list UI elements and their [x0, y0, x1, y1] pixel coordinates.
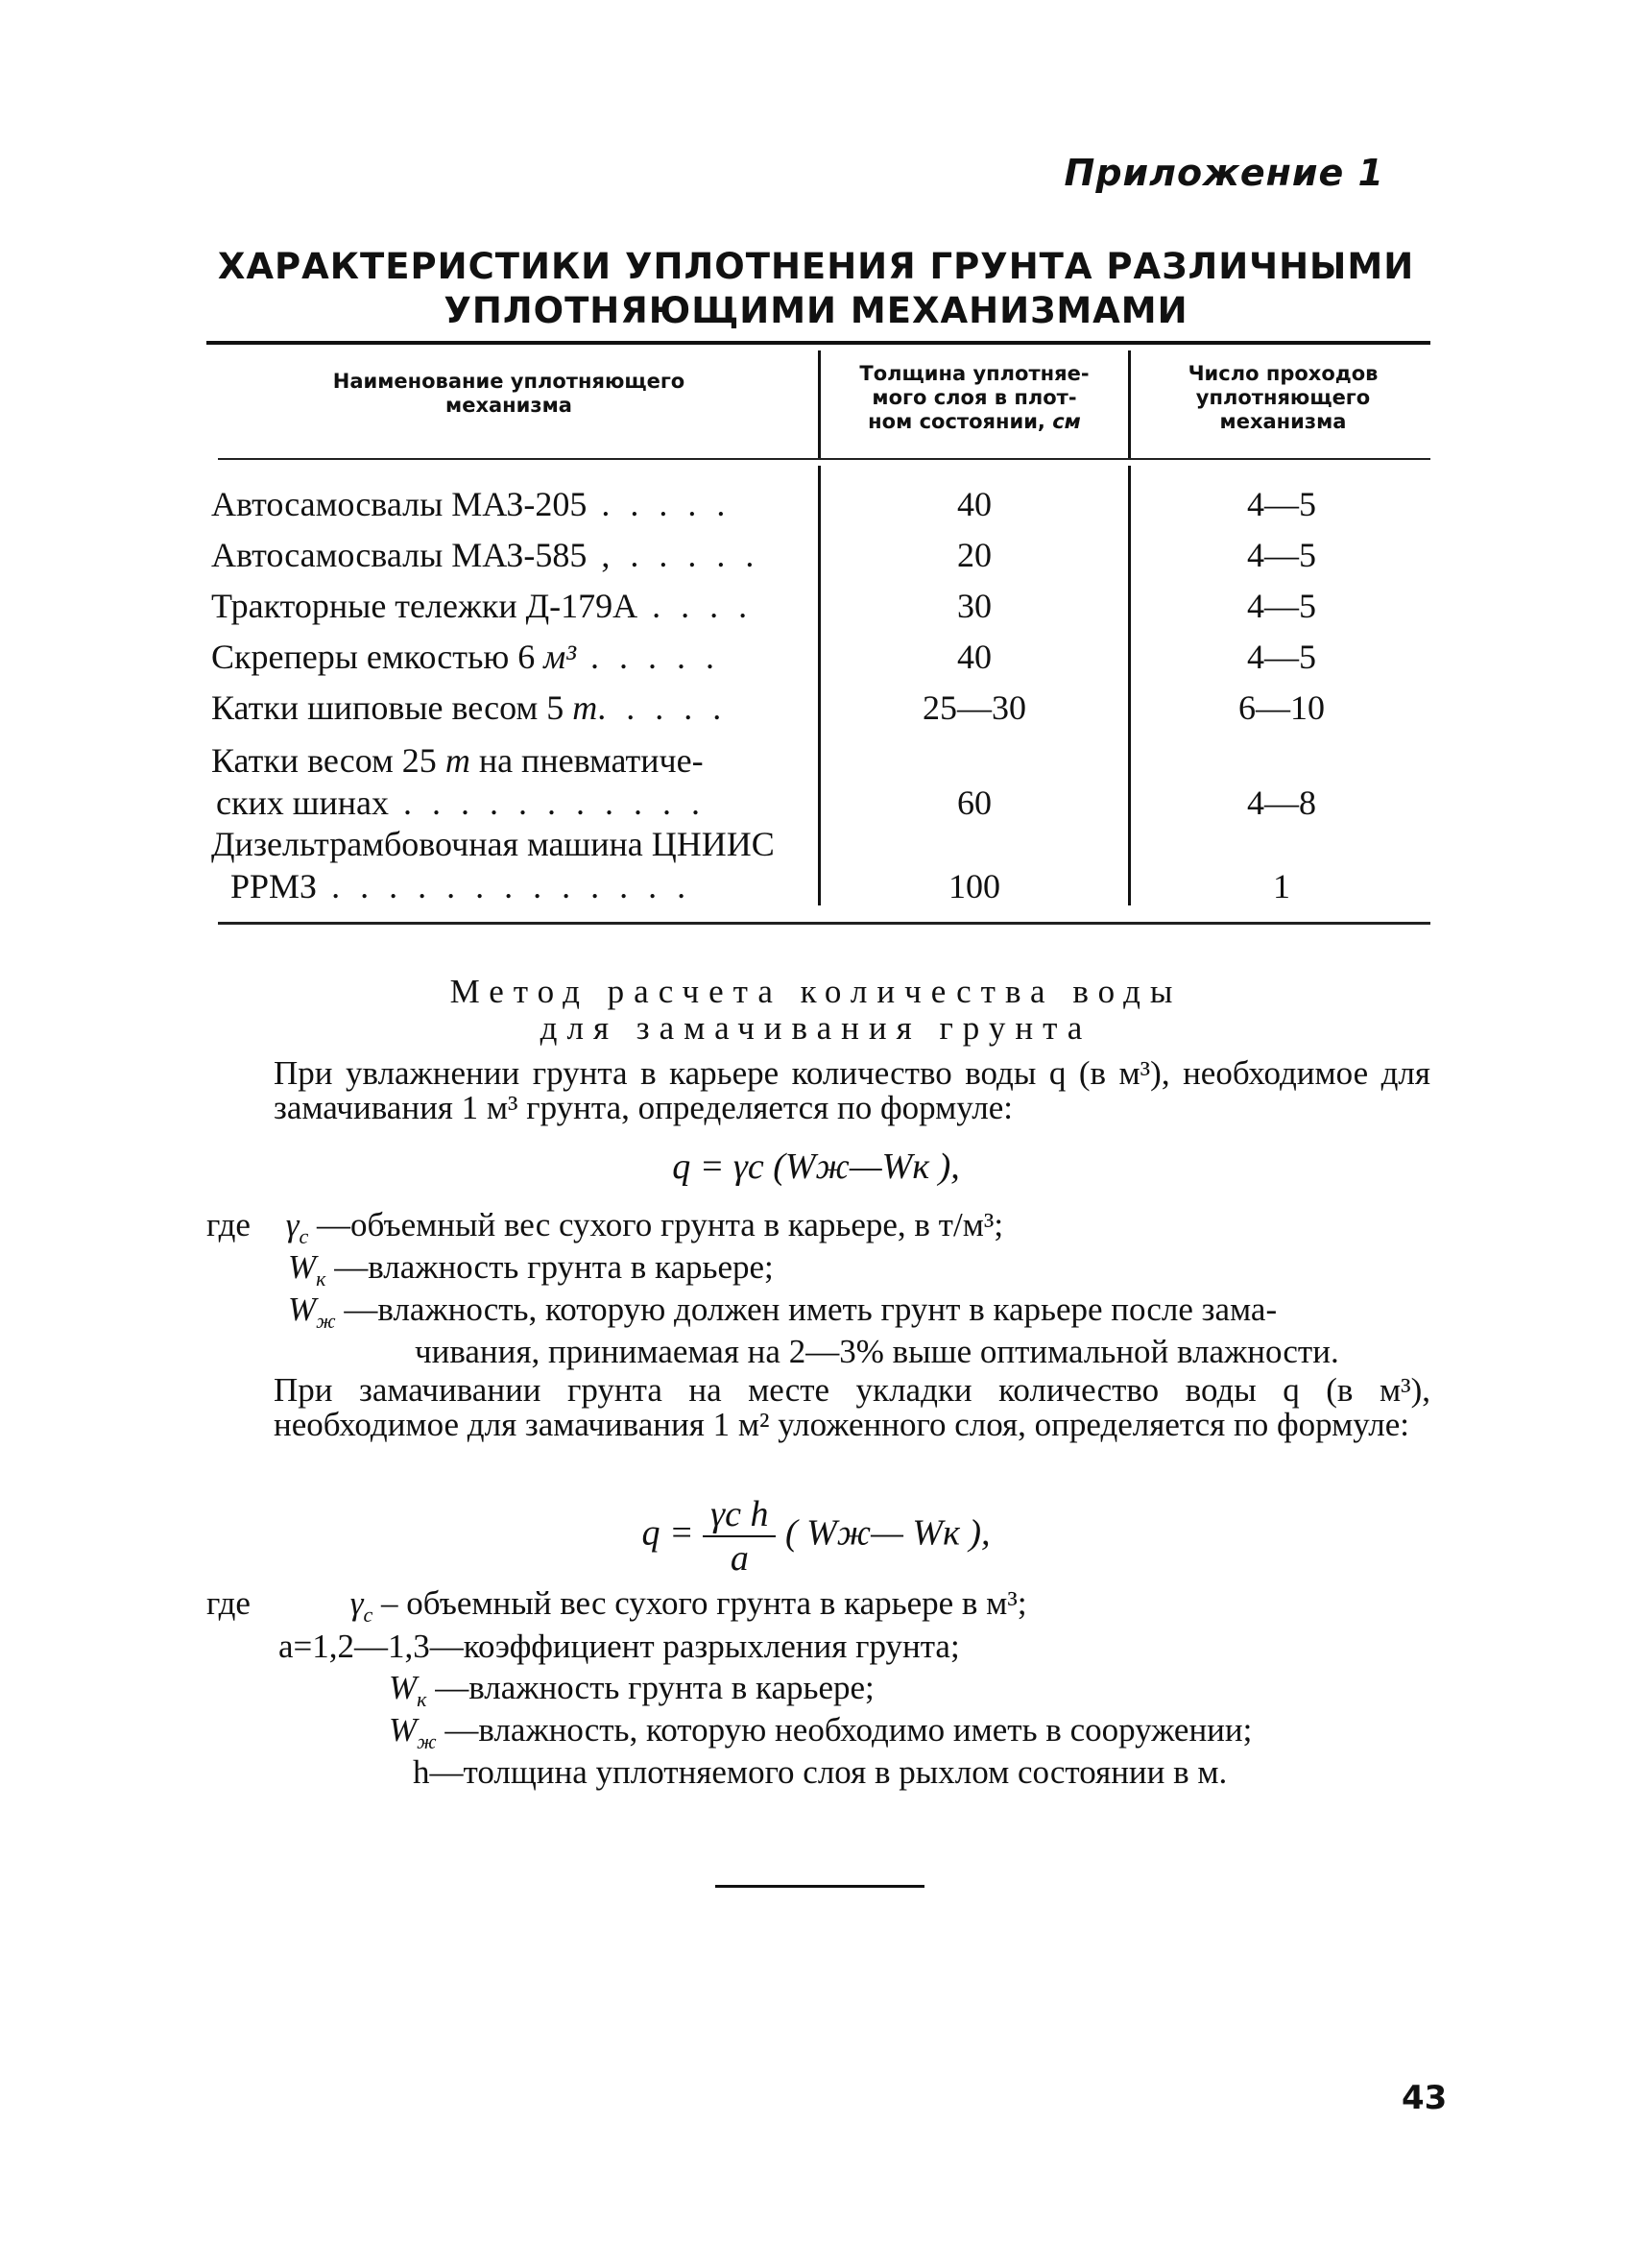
- col-header-name: Наименование уплотняющего механизма: [332, 370, 685, 417]
- table-cell-passes: 6—10: [1238, 688, 1325, 727]
- body-divider-2: [1128, 466, 1131, 905]
- table-cell-thickness: 60: [957, 784, 992, 822]
- header-divider-1: [818, 350, 821, 458]
- table-row-name: Скреперы емкостью 6 м³ . . . . .: [211, 638, 721, 676]
- method-heading-2: для замачивания грунта: [540, 1009, 1092, 1047]
- col-header-passes: Число проходов уплотняющего механизма: [1188, 362, 1379, 433]
- title-line-1: ХАРАКТЕРИСТИКИ УПЛОТНЕНИЯ ГРУНТА РАЗЛИЧНЫМИ: [217, 246, 1415, 287]
- definition-1: где $\gamma_с$ —объемный вес сухого грунта в карьере, в т/м³;: [206, 1206, 1004, 1248]
- table-cell-thickness: 100: [948, 867, 1000, 905]
- method-heading-1: Метод расчета количества воды: [449, 973, 1183, 1010]
- formula-2: q = $\frac{\text{γс h}}{a}$ ( Wж— Wк ),: [641, 1494, 991, 1579]
- table-cell-passes: 4—5: [1247, 536, 1316, 574]
- table-cell-passes: 1: [1273, 867, 1290, 905]
- header-bottom-rule: [218, 458, 1430, 460]
- formula-1: q = γс (Wж—Wк ),: [672, 1146, 960, 1187]
- table-cell-passes: 4—5: [1247, 587, 1316, 625]
- document-title: [0, 245, 1632, 333]
- definition-4: где $\gamma_с$ – объемный вес сухого грунта в карьере в м³;: [206, 1584, 1027, 1627]
- table-cell-thickness: 20: [957, 536, 992, 574]
- title-line-2: УПЛОТНЯЮЩИМИ МЕХАНИЗМАМИ: [444, 290, 1188, 331]
- definition-7: $W_ж$ —влажность, которую необходимо иметь в сооружении;: [389, 1711, 1253, 1753]
- definition-5: a=1,2—1,3—коэффициент разрыхления грунта;: [278, 1628, 960, 1665]
- definition-2: $W_к$ —влажность грунта в карьере;: [288, 1248, 774, 1291]
- table-row-name: Автосамосвалы МАЗ-205 . . . . .: [211, 485, 732, 523]
- appendix-label: Приложение 1: [1064, 152, 1384, 194]
- table-row-name: Катки шиповые весом 5 т. . . . .: [211, 688, 728, 727]
- page-number: 43: [1402, 2079, 1448, 2117]
- definition-8: h—толщина уплотняемого слоя в рыхлом состоянии в м.: [413, 1753, 1228, 1791]
- table-cell-passes: 4—8: [1247, 784, 1316, 822]
- table-cell-passes: 4—5: [1247, 638, 1316, 676]
- definition-3-continued: чивания, принимаемая на 2—3% выше оптимальной влажности.: [415, 1333, 1339, 1370]
- table-cell-thickness: 40: [957, 638, 992, 676]
- table-top-rule: [206, 341, 1430, 345]
- table-cell-thickness: 25—30: [923, 688, 1026, 727]
- header-divider-2: [1128, 350, 1131, 458]
- table-row-name: Катки весом 25 т на пневматиче- ских шинах . . . . . . . . . . .: [211, 741, 706, 822]
- table-row-name: Дизельтрамбовочная машина ЦНИИС РРМЗ . . . . . . . . . . . . .: [211, 825, 775, 905]
- table-row-name: Автосамосвалы МАЗ-585 , . . . . .: [211, 536, 760, 574]
- table-row-name: Тракторные тележки Д-179А . . . .: [211, 587, 754, 625]
- paragraph-1: При увлажнении грунта в карьере количество воды q (в м³), необходимое для замачивания 1 м³ грунта, определяется по формуле:: [274, 1054, 1430, 1126]
- table-cell-thickness: 30: [957, 587, 992, 625]
- section-end-rule: [715, 1885, 924, 1888]
- col-header-thickness: Толщина уплотняе- мого слоя в плот- ном состоянии, см: [859, 362, 1090, 433]
- table-cell-thickness: 40: [957, 485, 992, 523]
- paragraph-2: При замачивании грунта на месте укладки количество воды q (в м³), необходимое для замачивания 1 м² уложенного слоя, определяется по формуле:: [274, 1371, 1430, 1443]
- formula-2-fraction: $\frac{\text{γс h}}{a}$: [703, 1493, 776, 1580]
- definition-3: $W_ж$ —влажность, которую должен иметь грунт в карьере после зама-: [288, 1291, 1278, 1333]
- definition-6: $W_к$ —влажность грунта в карьере;: [389, 1669, 875, 1711]
- table-bottom-rule: [218, 922, 1430, 925]
- table-cell-passes: 4—5: [1247, 485, 1316, 523]
